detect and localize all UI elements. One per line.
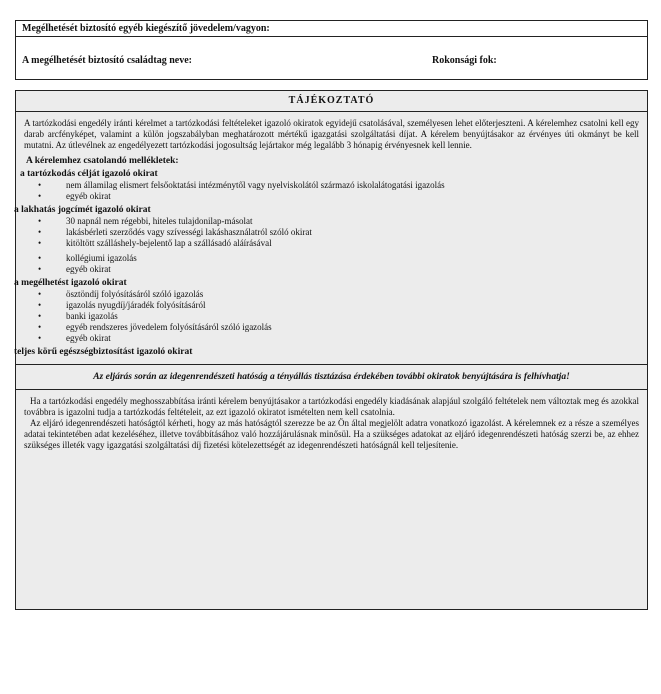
section-heading-livelihood: a megélhetést igazoló okirat: [14, 278, 127, 288]
relationship-label: Rokonsági fok:: [432, 55, 497, 66]
list-item: • egyéb okirat: [38, 333, 647, 344]
family-member-name-label: A megélhetését biztosító családtag neve:: [22, 55, 192, 66]
list-item: • ösztöndíj folyósításáról szóló igazolás: [38, 289, 647, 300]
list-item: • kollégiumi igazolás: [38, 253, 647, 264]
paragraph-extension: Ha a tartózkodási engedély meghosszabbítása iránti kérelem benyújtásakor a tartózkodási engedély kiadásának alapjául szolgáló feltételek nem változtak meg és azokkal továbbra is igazolni tudja a tartózkodás feltételeit, az ezt igazoló okiratot ismételten nem kell csatolnia.: [24, 396, 640, 417]
list-item: • lakásbérleti szerződés vagy szívességi lakáshasználatról szóló okirat: [38, 227, 647, 238]
housing-list: [16, 216, 647, 249]
information-panel: [15, 90, 648, 610]
info-intro: A tartózkodási engedély iránti kérelmet a tartózkodási feltételeket igazoló okiratok egyidejű csatolásával, személyesen lehet előterjeszteni. A kérelemhez csatolni kell egy darab arcfényképet, valamint a külön jogszabályban meghatározott mértékű igazgatási szolgáltatási díjat. A kérelem benyújtásakor az érvényes úti okmányt be kell mutatni. Az útlevélnek az engedélyezett tartózkodási jogosultság lejártakor még legalább 3 hónapig érvényesnek kell lennie.: [24, 118, 639, 150]
livelihood-list: [16, 289, 647, 344]
info-title: TÁJÉKOZTATÓ: [16, 91, 647, 112]
attachments-title: A kérelemhez csatolandó mellékletek:: [26, 156, 179, 166]
housing-list-2: [16, 253, 647, 275]
applicant-support-box: [15, 20, 648, 80]
extra-income-label: Megélhetését biztosító egyéb kiegészítő jövedelem/vagyon:: [16, 21, 647, 37]
purpose-list: [16, 180, 647, 202]
list-item: • nem államilag elismert felsőoktatási intézménytől vagy nyelviskolától származó iskolalátogatási igazolás: [38, 180, 647, 191]
list-item: • kitöltött szálláshely-bejelentő lap a szállásadó aláírásával: [38, 238, 647, 249]
list-item: • 30 napnál nem régebbi, hiteles tulajdonilap-másolat: [38, 216, 647, 227]
closing-paragraphs: [16, 390, 647, 451]
list-item: • egyéb okirat: [38, 264, 647, 275]
list-item: • banki igazolás: [38, 311, 647, 322]
paragraph-data-request: Az eljáró idegenrendészeti hatóságtól kérheti, hogy az más hatóságtól szerezze be az Ön által megjelölt adatra vonatkozó igazolást. A kérelemnek ez a része a személyes adatai tekintetében adat kezeléséhez, illetve továbbításához való hozzájárulásnak minősül. Ha a szükséges adatokat az eljáró idegenrendészeti hatóság szerzi be, az ehhez szükséges illeték vagy igazgatási szolgáltatási díj fizetési kötelezettségét az idegenrendészeti hatóságnál kell teljesítenie.: [24, 418, 639, 450]
list-item: • egyéb okirat: [38, 191, 647, 202]
list-item: • egyéb rendszeres jövedelem folyósításáról szóló igazolás: [38, 322, 647, 333]
notice-text: Az eljárás során az idegenrendészeti hatóság a tényállás tisztázása érdekében további okiratok benyújtására is felhívhatja!: [16, 365, 647, 390]
section-heading-purpose: a tartózkodás célját igazoló okirat: [20, 169, 158, 179]
section-heading-housing: a lakhatás jogcímét igazoló okirat: [14, 205, 151, 215]
list-item: • igazolás nyugdíj/járadék folyósításáról: [38, 300, 647, 311]
section-heading-insurance: teljes körű egészségbiztosítást igazoló okirat: [14, 347, 193, 357]
